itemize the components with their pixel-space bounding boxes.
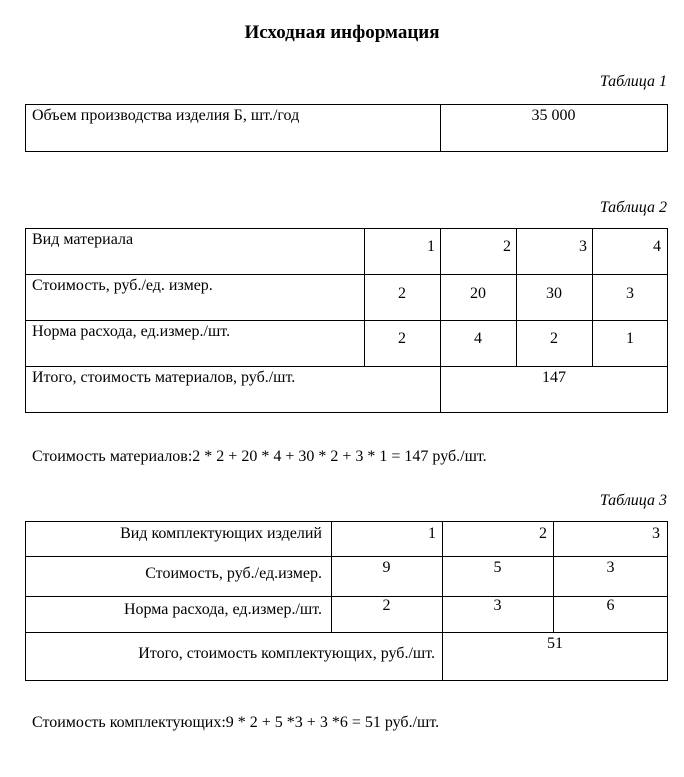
table2-cell: 3 [626, 285, 634, 302]
table3-cell: 3 [493, 597, 502, 614]
components-formula: Стоимость комплектующих:9 * 2 + 5 *3 + 3 *6 = 51 руб./шт. [32, 714, 440, 731]
table3-cell: 2 [382, 597, 391, 614]
table3-cell: 5 [493, 559, 502, 576]
table2-cell: 1 [626, 330, 634, 347]
table2-cell: 4 [653, 238, 661, 255]
table2-cell: 20 [470, 285, 486, 302]
divider [25, 556, 668, 557]
table2-caption: Таблица 2 [599, 199, 667, 216]
table3-cell: 3 [606, 559, 615, 576]
table3-row-label: Вид комплектующих изделий [120, 525, 322, 542]
materials-formula: Стоимость материалов:2 * 2 + 20 * 4 + 30 * 2 + 3 * 1 = 147 руб./шт. [32, 448, 487, 465]
table3-cell: 9 [382, 559, 391, 576]
table3-cell: 1 [428, 525, 436, 542]
table2-row-label: Стоимость, руб./ед. измер. [32, 277, 213, 294]
table1-value: 35 000 [531, 107, 576, 124]
table3-cell: 2 [539, 525, 547, 542]
table2-cell: 2 [398, 330, 406, 347]
divider [25, 274, 668, 275]
table2-cell: 30 [546, 285, 562, 302]
table3-cell: 6 [606, 597, 615, 614]
table2-cell: 4 [474, 330, 482, 347]
divider [25, 632, 668, 633]
table2-cell: 1 [427, 238, 435, 255]
table2-row-label: Норма расхода, ед.измер./шт. [32, 323, 231, 340]
table2-cell: 2 [398, 285, 406, 302]
table3-row-label: Норма расхода, ед.измер./шт. [123, 601, 322, 618]
table2-cell: 2 [503, 238, 511, 255]
table3-total-value: 51 [547, 635, 563, 652]
table2-total-value: 147 [542, 369, 566, 386]
table3-row-label: Стоимость, руб./ед.измер. [145, 565, 322, 582]
table2-cell: 2 [550, 330, 558, 347]
table3-caption: Таблица 3 [599, 492, 667, 509]
table1-label: Объем производства изделия Б, шт./год [32, 107, 300, 124]
divider [25, 366, 668, 367]
table1-caption: Таблица 1 [599, 73, 667, 90]
page-title: Исходная информация [244, 22, 440, 43]
divider [25, 320, 668, 321]
table2-total-label: Итого, стоимость материалов, руб./шт. [32, 369, 296, 386]
table2-cell: 3 [579, 238, 587, 255]
table2-row-label: Вид материала [32, 231, 134, 248]
table3-cell: 3 [652, 525, 660, 542]
table3-total-label: Итого, стоимость комплектующих, руб./шт. [138, 645, 435, 662]
